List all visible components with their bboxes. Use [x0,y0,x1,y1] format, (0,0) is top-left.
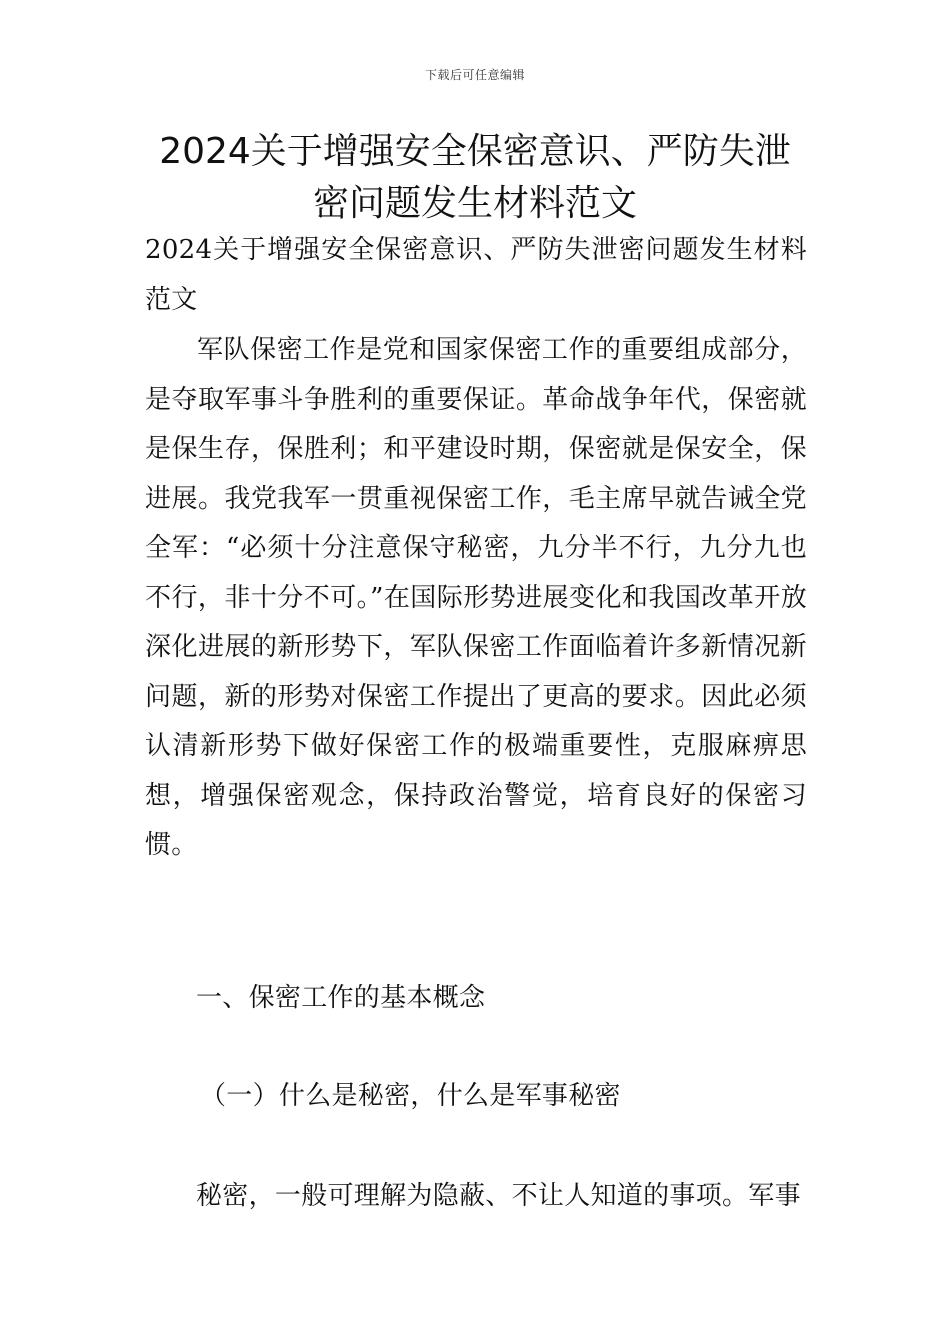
body-paragraph: 秘密，一般可理解为隐蔽、不让人知道的事项。军事 [196,1181,801,1211]
section-heading: 一、保密工作的基本概念 [196,983,486,1013]
document-title: 2024关于增强安全保密意识、严防失泄密问题发生材料范文 [159,131,791,224]
subsection-heading: （一）什么是秘密，什么是军事秘密 [200,1081,621,1111]
body-paragraph: 军队保密工作是党和国家保密工作的重要组成部分，是夺取军事斗争胜利的重要保证。革命战争年代，保密就是保生存，保胜利；和平建设时期，保密就是保安全，保进展。我党我军一贯重视保密工作，毛主席早就告诫全党全军：“必须十分注意保守秘密，九分半不行，九分九也不行，非十分不可。”在国际形势进展变化和我国改革开放深化进展的新形势下，军队保密工作面临着许多新情况新问题，新的形势对保密工作提出了更高的要求。因此必须认清新形势下做好保密工作的极端重要性，克服麻痹思想，增强保密观念，保持政治警觉，培育良好的保密习惯。 [145,335,807,860]
document-subtitle: 2024关于增强安全保密意识、严防失泄密问题发生材料范文 [145,235,807,315]
page-header-note: 下载后可任意编辑 [424,68,525,82]
